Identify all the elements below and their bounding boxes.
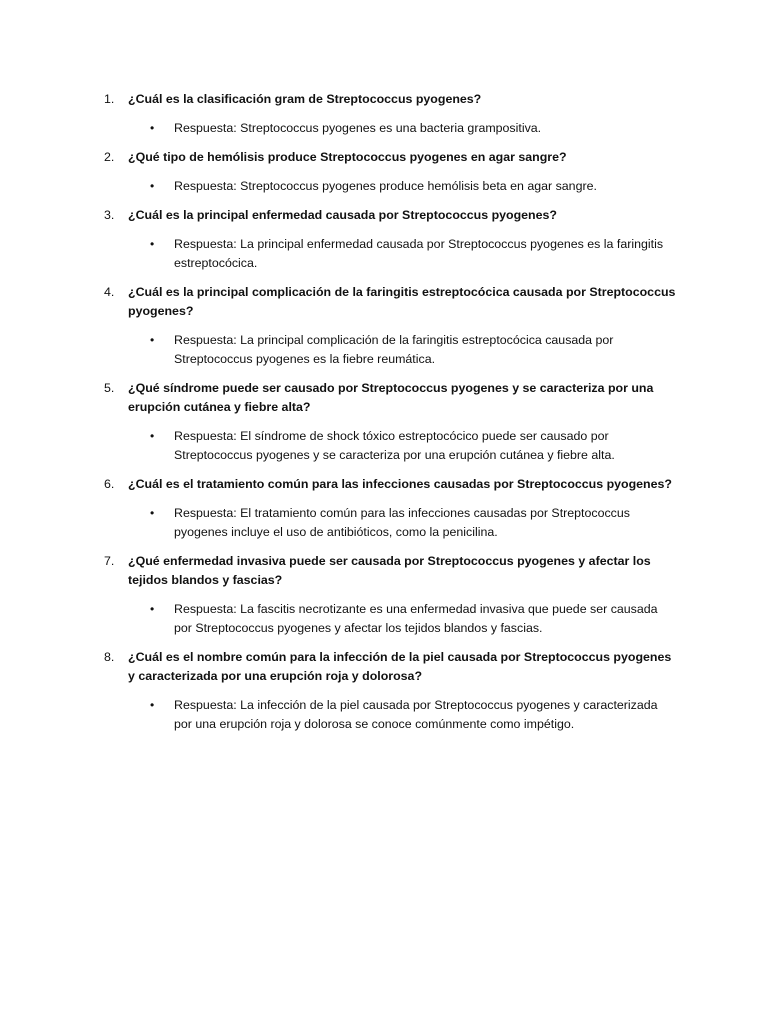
question-number: 1.	[104, 92, 115, 106]
answer-text: Respuesta: Streptococcus pyogenes es una bacteria grampositiva.	[174, 121, 542, 135]
question-item-5	[96, 379, 676, 465]
bullet-icon: •	[150, 121, 155, 135]
question-text: ¿Cuál es la principal enfermedad causada por Streptococcus pyogenes?	[128, 208, 557, 222]
question-row	[96, 552, 676, 590]
answer-row	[96, 331, 676, 369]
question-item-2	[96, 148, 676, 196]
bullet-icon: •	[150, 506, 155, 520]
question-text: ¿Cuál es el tratamiento común para las infecciones causadas por Streptococcus pyogenes?	[128, 477, 672, 491]
question-item-3	[96, 206, 676, 273]
bullet-icon: •	[150, 179, 155, 193]
answer-text: Respuesta: Streptococcus pyogenes produce hemólisis beta en agar sangre.	[174, 179, 597, 193]
bullet-icon: •	[150, 333, 155, 347]
question-row	[96, 206, 676, 225]
question-item-6	[96, 475, 676, 542]
answer-text: Respuesta: La infección de la piel causada por Streptococcus pyogenes y caracterizada por una erupción roja y dolorosa se conoce comúnmente como impétigo.	[174, 698, 658, 731]
answer-text: Respuesta: La principal complicación de la faringitis estreptocócica causada por Streptococcus pyogenes es la fiebre reumática.	[174, 333, 614, 366]
question-row	[96, 475, 676, 494]
question-text: ¿Cuál es la principal complicación de la faringitis estreptocócica causada por Streptococcus pyogenes?	[128, 285, 676, 318]
answer-text: Respuesta: El síndrome de shock tóxico estreptocócico puede ser causado por Streptococcus pyogenes y se caracteriza por una erupción cutánea y fiebre alta.	[174, 429, 615, 462]
question-number: 4.	[104, 285, 115, 299]
bullet-icon: •	[150, 429, 155, 443]
answer-text: Respuesta: El tratamiento común para las infecciones causadas por Streptococcus pyogenes incluye el uso de antibióticos, como la penicilina.	[174, 506, 630, 539]
question-number: 7.	[104, 554, 115, 568]
answer-row	[96, 504, 676, 542]
answer-row	[96, 119, 676, 138]
bullet-icon: •	[150, 237, 155, 251]
question-row	[96, 90, 676, 109]
question-text: ¿Cuál es el nombre común para la infección de la piel causada por Streptococcus pyogenes y caracterizada por una erupción roja y dolorosa?	[128, 650, 672, 683]
answer-text: Respuesta: La principal enfermedad causada por Streptococcus pyogenes es la faringitis estreptocócica.	[174, 237, 664, 270]
bullet-icon: •	[150, 698, 155, 712]
question-row	[96, 283, 676, 321]
question-item-1	[96, 90, 676, 138]
answer-row	[96, 235, 676, 273]
question-text: ¿Qué enfermedad invasiva puede ser causada por Streptococcus pyogenes y afectar los tejidos blandos y fascias?	[128, 554, 651, 587]
question-number: 5.	[104, 381, 115, 395]
question-row	[96, 148, 676, 167]
answer-row	[96, 177, 676, 196]
question-item-7	[96, 552, 676, 638]
answer-text: Respuesta: La fascitis necrotizante es una enfermedad invasiva que puede ser causada por Streptococcus pyogenes y afectar los tejidos blandos y fascias.	[174, 602, 658, 635]
question-number: 8.	[104, 650, 115, 664]
question-item-8	[96, 648, 676, 734]
question-number: 6.	[104, 477, 115, 491]
answer-row	[96, 427, 676, 465]
question-text: ¿Cuál es la clasificación gram de Streptococcus pyogenes?	[128, 92, 482, 106]
question-number: 3.	[104, 208, 115, 222]
question-row	[96, 379, 676, 417]
question-number: 2.	[104, 150, 115, 164]
question-list	[96, 90, 676, 744]
answer-row	[96, 600, 676, 638]
question-item-4	[96, 283, 676, 369]
question-text: ¿Qué tipo de hemólisis produce Streptococcus pyogenes en agar sangre?	[128, 150, 567, 164]
bullet-icon: •	[150, 602, 155, 616]
question-row	[96, 648, 676, 686]
answer-row	[96, 696, 676, 734]
question-text: ¿Qué síndrome puede ser causado por Streptococcus pyogenes y se caracteriza por una erupción cutánea y fiebre alta?	[128, 381, 654, 414]
